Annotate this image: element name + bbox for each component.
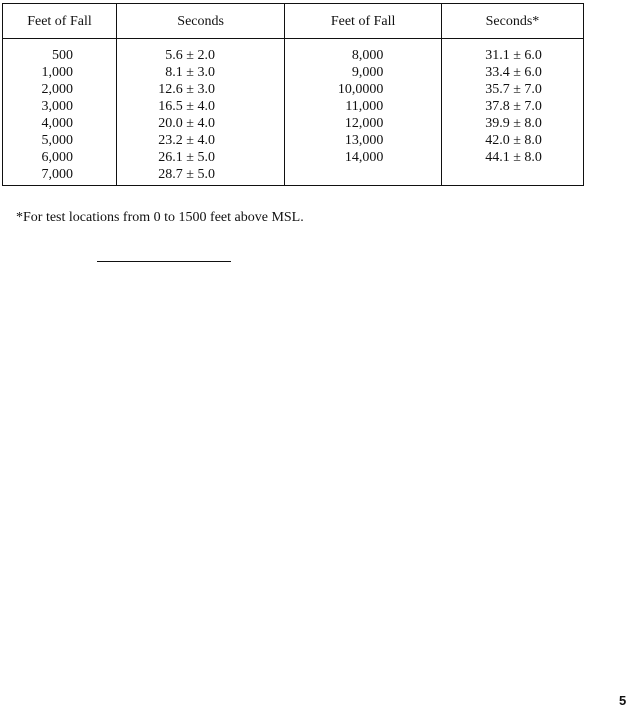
table-cell: 10,0000 [337,82,384,97]
table-cell: 26.1 ± 5.0 [158,150,215,165]
table-cell: 8,000 [351,48,384,63]
table-cell: 44.1 ± 8.0 [485,150,542,165]
table-cell: 31.1 ± 6.0 [485,48,542,63]
cell-list [313,47,383,166]
table-cell: 1,000 [41,65,73,80]
header-seconds-2: Seconds* [441,4,583,39]
table-cell: 35.7 ± 7.0 [485,82,542,97]
horizontal-rule [97,261,231,262]
table-cell: 7,000 [41,167,73,182]
table-cell: 9,000 [351,65,384,80]
cell-list [137,47,215,183]
table-cell: 20.0 ± 4.0 [158,116,215,131]
table-cell: 4,000 [41,116,73,131]
table-cell: 8.1 ± 3.0 [165,65,215,80]
table-cell: 12.6 ± 3.0 [158,82,215,97]
page-number: 5 [619,693,627,708]
table-footnote: *For test locations from 0 to 1500 feet above MSL. [16,210,304,225]
table-cell: 39.9 ± 8.0 [485,116,542,131]
table-cell: 11,000 [345,99,384,114]
table-cell: 42.0 ± 8.0 [485,133,542,148]
header-seconds-1: Seconds [116,4,284,39]
header-feet-of-fall-1: Feet of Fall [3,4,117,39]
table-cell: 16.5 ± 4.0 [158,99,215,114]
table-cell: 5.6 ± 2.0 [165,48,215,63]
column-feet-of-fall-2 [285,39,442,186]
column-seconds-1 [116,39,284,186]
table-cell: 23.2 ± 4.0 [158,133,215,148]
table-cell: 5,000 [41,133,73,148]
table-cell: 28.7 ± 5.0 [158,167,215,182]
cell-list [3,47,73,183]
column-feet-of-fall-1 [3,39,117,186]
column-seconds-2 [441,39,583,186]
table-cell: 13,000 [344,133,384,148]
table-cell: 12,000 [344,116,384,131]
table-cell: 3,000 [41,99,73,114]
table-cell: 2,000 [41,82,73,97]
table-cell: 14,000 [344,150,384,165]
table-header-row [3,4,584,39]
table-cell: 500 [52,48,73,63]
table-cell: 37.8 ± 7.0 [485,99,542,114]
table-cell: 6,000 [41,150,73,165]
table-cell: 33.4 ± 6.0 [485,65,542,80]
cell-list [468,47,542,166]
header-feet-of-fall-2: Feet of Fall [285,4,442,39]
fall-time-table [2,3,584,186]
table-body-row [3,39,584,186]
